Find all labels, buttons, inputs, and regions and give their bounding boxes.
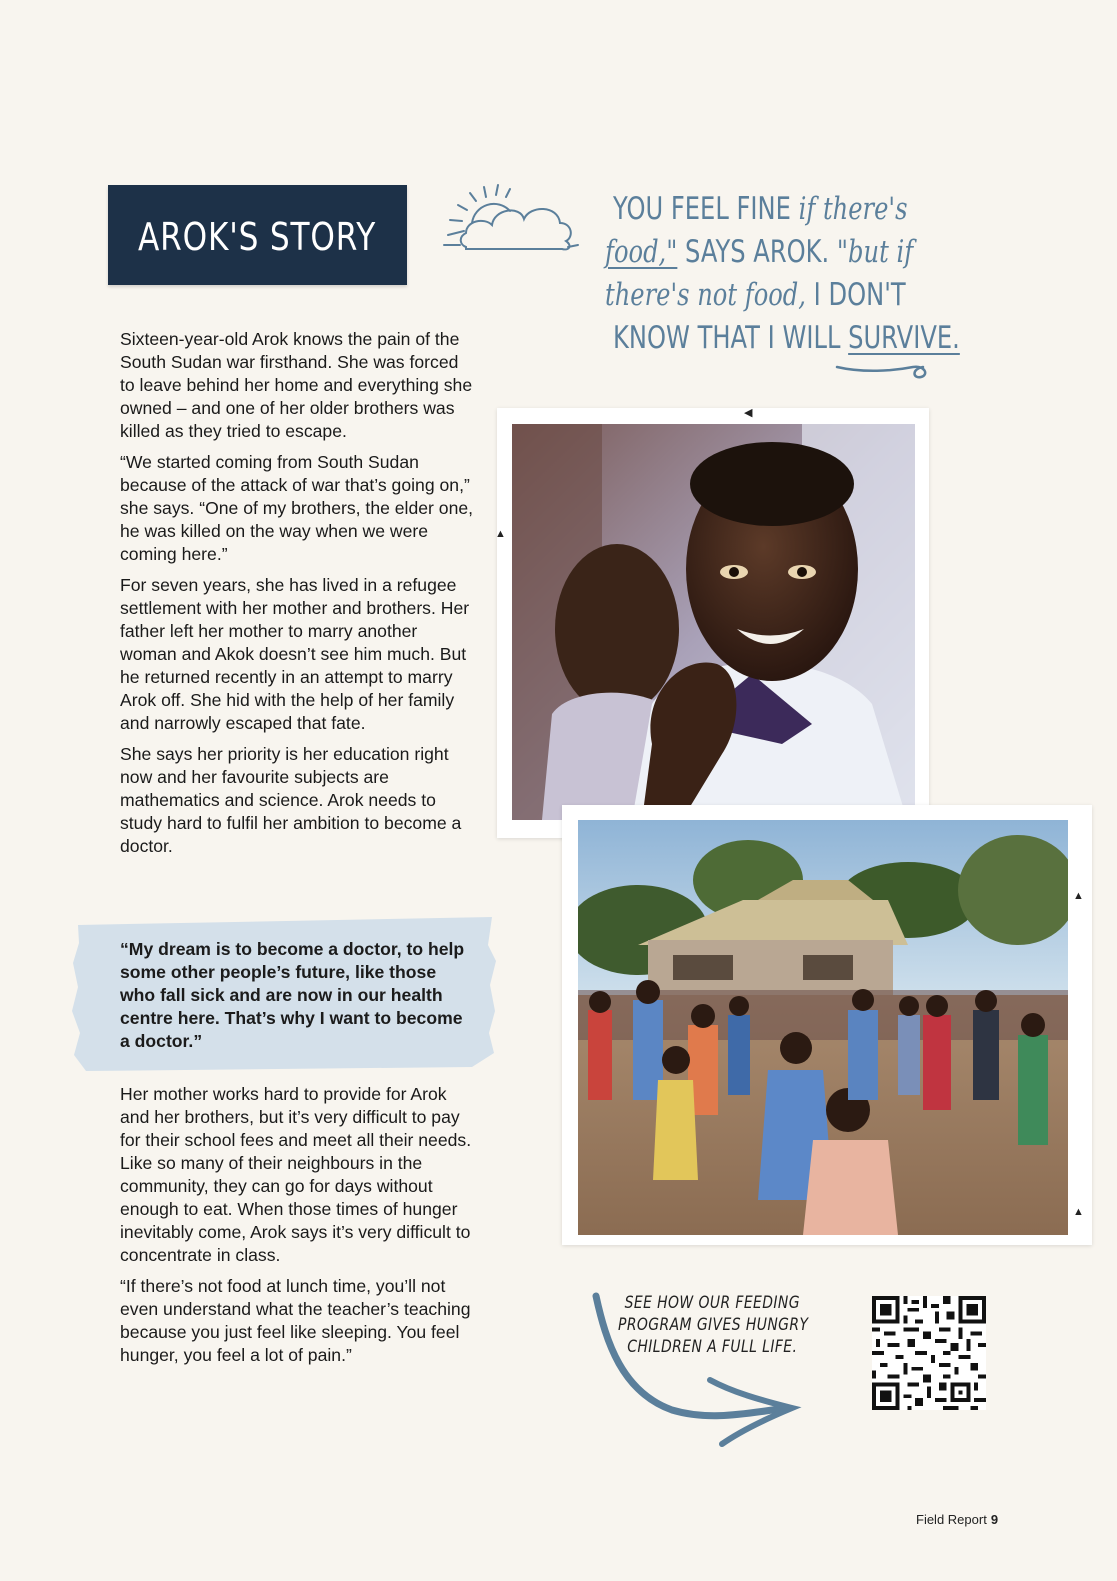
pull-quote	[605, 188, 965, 360]
title-banner	[108, 185, 407, 285]
page-number: 9	[990, 1512, 999, 1527]
squiggle-underline-icon	[833, 355, 933, 385]
cta-line: PROGRAM GIVES HUNGRY	[618, 1315, 809, 1335]
qr-code[interactable]	[872, 1296, 986, 1410]
crop-mark: ◀	[744, 407, 753, 419]
crop-mark: ▲	[495, 528, 506, 540]
body-paragraph: “We started coming from South Sudan because of the attack of war that’s going on,” she says. “One of my brothers, the elder one, he was killed on the way when we were coming here.”	[120, 452, 474, 564]
body-text-top	[120, 328, 475, 866]
pull-quote-text: SAYS AROK.	[677, 234, 837, 270]
highlight-quote: “My dream is to become a doctor, to help some other people’s future, like those who fall sick and are now in our health centre here. That’s why I want to become a doctor.”	[120, 939, 465, 1051]
body-paragraph: Her mother works hard to provide for Arok and her brothers, but it’s very difficult to pay for their school fees and meet all their needs. Like so many of their neighbours in the community, they can go for days without enough to eat. When those times of hunger inevitably come, Arok says it’s very difficult to concentrate in class.	[120, 1084, 472, 1265]
cta-line: SEE HOW OUR FEEDING	[624, 1293, 800, 1313]
pull-quote-text: KNOW THAT I WILL	[613, 320, 849, 356]
body-paragraph: For seven years, she has lived in a refugee settlement with her mother and brothers. Her father left her mother to marry another woman and Akok doesn’t see him much. But he returned recently in an attempt to marry Arok off. She hid with the help of her family and narrowly escaped that fate.	[120, 575, 470, 733]
pull-quote-text: there's not food,	[605, 277, 806, 313]
cta-line: CHILDREN A FULL LIFE.	[627, 1337, 798, 1357]
cta-text	[618, 1292, 807, 1358]
body-paragraph: She says her priority is her education right now and her favourite subjects are mathematics and science. Arok needs to study hard to fulfil her ambition to become a doctor.	[120, 744, 462, 856]
pull-quote-text: I DON'T	[805, 277, 906, 313]
photo-portrait-girl	[512, 424, 915, 820]
crop-mark: ▲	[1073, 1206, 1084, 1218]
pull-quote-text: if there's	[798, 191, 908, 227]
pull-quote-text: "but if	[836, 234, 914, 270]
pull-quote-text: food,"	[605, 234, 678, 270]
page-title: AROK'S STORY	[138, 215, 377, 259]
pull-quote-text: YOU FEEL FINE	[613, 191, 791, 227]
sun-cloud-icon	[440, 183, 580, 261]
body-paragraph: Sixteen-year-old Arok knows the pain of the South Sudan war firsthand. She was forced to leave behind her home and everything she owned – and one of her older brothers was killed as they tried to escape.	[120, 329, 473, 441]
body-paragraph: “If there’s not food at lunch time, you’ll not even understand what the teacher’s teaching because you just feel like sleeping. You feel hunger, you feel a lot of pain.”	[120, 1276, 471, 1365]
body-text-bottom	[120, 1083, 475, 1375]
pull-quote-emphasis: SURVIVE.	[848, 320, 960, 356]
footer-label: Field Report	[916, 1512, 987, 1527]
crop-mark: ▲	[1073, 890, 1084, 902]
photo-schoolyard-crowd	[578, 820, 1068, 1235]
page-footer	[916, 1512, 998, 1527]
